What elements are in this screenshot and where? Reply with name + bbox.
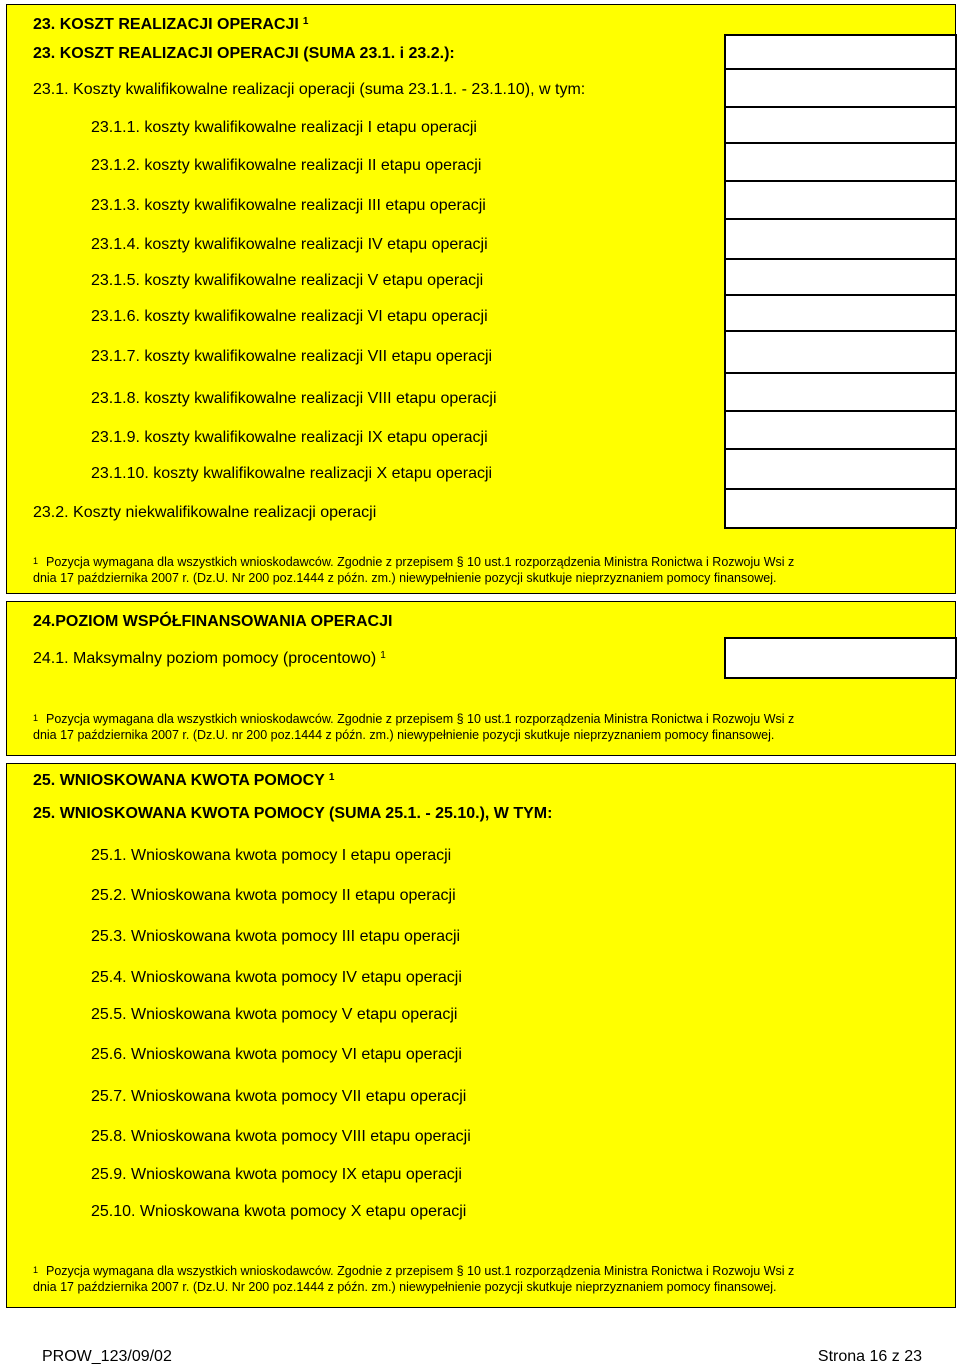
item-25-1-label: 25.1. Wnioskowana kwota pomocy I etapu operacji: [91, 847, 452, 864]
item-23-1-6-label: 23.1.6. koszty kwalifikowalne realizacji VI etapu operacji: [91, 308, 488, 325]
section-25-panel: [6, 763, 956, 1308]
item-25-4-label: 25.4. Wnioskowana kwota pomocy IV etapu operacji: [91, 969, 462, 986]
footnote-line-2: dnia 17 października 2007 r. (Dz.U. Nr 200 poz.1444 z późn. zm.) niewypełnienie pozycji skutkuje nieprzyznaniem pomocy finansowej.: [33, 571, 777, 585]
input-23-1-4[interactable]: [724, 218, 957, 260]
item-25-3-label: 25.3. Wnioskowana kwota pomocy III etapu operacji: [91, 928, 461, 945]
input-23-1-6[interactable]: [724, 294, 957, 332]
input-23-1[interactable]: [724, 68, 957, 108]
section-25-header: 25. WNIOSKOWANA KWOTA POMOCY $^1$: [33, 772, 335, 789]
page-number: Strona 16 z 23: [817, 1348, 922, 1365]
section-25-footnote: [33, 1263, 794, 1295]
item-23-1-7-label: 23.1.7. koszty kwalifikowalne realizacji VII etapu operacji: [91, 348, 493, 365]
item-25-7-label: 25.7. Wnioskowana kwota pomocy VII etapu operacji: [91, 1088, 467, 1105]
document-code: PROW_123/09/02: [42, 1348, 172, 1365]
line-23-1-label: 23.1. Koszty kwalifikowalne realizacji operacji (suma 23.1.1. - 23.1.10), w tym:: [33, 81, 586, 98]
input-23-1-8[interactable]: [724, 372, 957, 412]
line-24-1-label: 24.1. Maksymalny poziom pomocy (procentowo) $^1$: [33, 650, 386, 667]
section-24-footnote: [33, 711, 794, 743]
input-23-1-3[interactable]: [724, 180, 957, 220]
item-23-1-8-label: 23.1.8. koszty kwalifikowalne realizacji VIII etapu operacji: [91, 390, 497, 407]
total-23-input[interactable]: [724, 34, 957, 70]
item-25-8-label: 25.8. Wnioskowana kwota pomocy VIII etapu operacji: [91, 1128, 471, 1145]
input-23-1-2[interactable]: [724, 142, 957, 182]
item-23-1-2-label: 23.1.2. koszty kwalifikowalne realizacji II etapu operacji: [91, 157, 482, 174]
item-25-10-label: 25.10. Wnioskowana kwota pomocy X etapu operacji: [91, 1203, 467, 1220]
item-23-1-10-label: 23.1.10. koszty kwalifikowalne realizacji X etapu operacji: [91, 465, 493, 482]
footnote-line-2: dnia 17 października 2007 r. (Dz.U. nr 200 poz.1444 z późn. zm.) niewypełnienie pozycji skutkuje nieprzyznaniem pomocy finansowej.: [33, 728, 775, 742]
item-25-5-label: 25.5. Wnioskowana kwota pomocy V etapu operacji: [91, 1006, 458, 1023]
section-25-total-label: 25. WNIOSKOWANA KWOTA POMOCY (SUMA 25.1. - 25.10.), W TYM:: [33, 805, 553, 822]
section-23-total-label: 23. KOSZT REALIZACJI OPERACJI (SUMA 23.1. i 23.2.):: [33, 45, 455, 62]
input-23-1-7[interactable]: [724, 330, 957, 374]
footnote-line-1: $^1$ Pozycja wymagana dla wszystkich wnioskodawców. Zgodnie z przepisem § 10 ust.1 rozporządzenia Ministra Ronictwa i Rozwoju Wsi z: [33, 712, 795, 726]
item-25-9-label: 25.9. Wnioskowana kwota pomocy IX etapu operacji: [91, 1166, 462, 1183]
input-23-1-5[interactable]: [724, 258, 957, 296]
item-23-1-1-label: 23.1.1. koszty kwalifikowalne realizacji I etapu operacji: [91, 119, 477, 136]
input-23-1-9[interactable]: [724, 410, 957, 450]
section-24-header: 24.POZIOM WSPÓŁFINANSOWANIA OPERACJI: [33, 613, 393, 630]
item-25-2-label: 25.2. Wnioskowana kwota pomocy II etapu operacji: [91, 887, 456, 904]
input-24-1[interactable]: [724, 637, 957, 679]
item-23-1-4-label: 23.1.4. koszty kwalifikowalne realizacji IV etapu operacji: [91, 236, 488, 253]
input-23-1-10[interactable]: [724, 448, 957, 490]
item-23-1-9-label: 23.1.9. koszty kwalifikowalne realizacji IX etapu operacji: [91, 429, 488, 446]
footnote-line-1: $^1$ Pozycja wymagana dla wszystkich wnioskodawców. Zgodnie z przepisem § 10 ust.1 rozporządzenia Ministra Ronictwa i Rozwoju Wsi z: [33, 555, 795, 569]
footnote-line-2: dnia 17 października 2007 r. (Dz.U. Nr 200 poz.1444 z późn. zm.) niewypełnienie pozycji skutkuje nieprzyznaniem pomocy finansowej.: [33, 1280, 777, 1294]
input-23-2[interactable]: [724, 488, 957, 529]
footnote-line-1: $^1$ Pozycja wymagana dla wszystkich wnioskodawców. Zgodnie z przepisem § 10 ust.1 rozporządzenia Ministra Ronictwa i Rozwoju Wsi z: [33, 1264, 795, 1278]
section-23-header: 23. KOSZT REALIZACJI OPERACJI $^1$: [33, 16, 309, 33]
item-25-6-label: 25.6. Wnioskowana kwota pomocy VI etapu operacji: [91, 1046, 462, 1063]
input-23-1-1[interactable]: [724, 106, 957, 144]
line-23-2-label: 23.2. Koszty niekwalifikowalne realizacji operacji: [33, 504, 377, 521]
item-23-1-5-label: 23.1.5. koszty kwalifikowalne realizacji V etapu operacji: [91, 272, 484, 289]
section-23-footnote: [33, 554, 794, 586]
item-23-1-3-label: 23.1.3. koszty kwalifikowalne realizacji III etapu operacji: [91, 197, 486, 214]
